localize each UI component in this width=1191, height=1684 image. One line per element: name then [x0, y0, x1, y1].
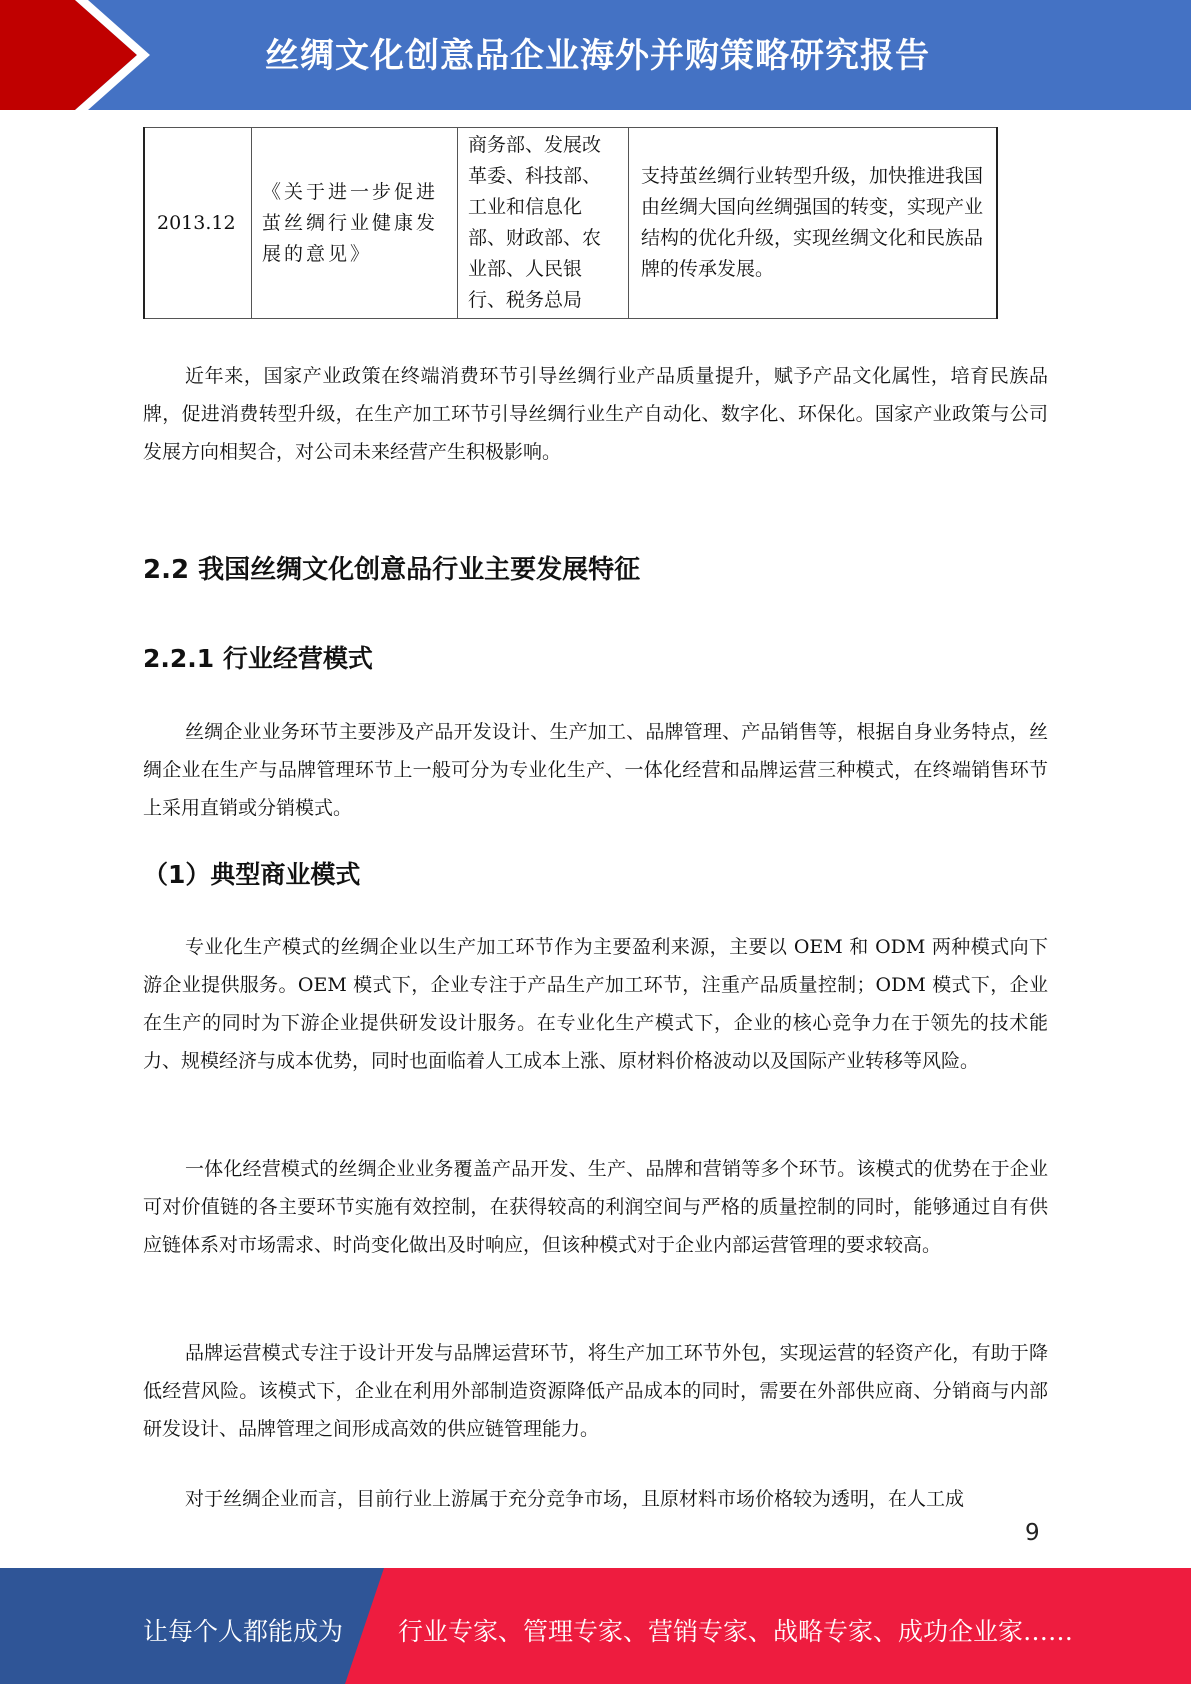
table-cell-content: 支持茧丝绸行业转型升级，加快推进我国由丝绸大国向丝绸强国的转变，实现产业结构的优化升级，实现丝绸文化和民族品牌的传承发展。: [629, 128, 998, 319]
table-cell-title: 《关于进一步促进 茧丝绸行业健康发 展的意见》: [252, 128, 458, 319]
page-number: 9: [1025, 1520, 1040, 1546]
subsection-heading-typical-model: （1）典型商业模式: [143, 860, 361, 889]
footer-banner: [0, 1568, 1191, 1684]
paragraph-oem-odm: 专业化生产模式的丝绸企业以生产加工环节作为主要盈利来源，主要以 OEM 和 ODM 两种模式向下游企业提供服务。OEM 模式下，企业专注于产品生产加工环节，注重产品质量控制；ODM 模式下，企业在生产的同时为下游企业提供研发设计服务。在专业化生产模式下，企业的核心竞争力在于领先的技术能力、规模经济与成本优势，同时也面临着人工成本上涨、原材料价格波动以及国际产业转移等风险。: [143, 936, 1048, 1072]
table-cell-date: 2013.12: [144, 128, 252, 319]
footer-slogan-left: 让每个人都能成为: [143, 1617, 344, 1646]
table-row: [144, 128, 997, 319]
paragraph-brand-operation: 品牌运营模式专注于设计开发与品牌运营环节，将生产加工环节外包，实现运营的轻资产化，有助于降低经营风险。该模式下，企业在利用外部制造资源降低产品成本的同时，需要在外部供应商、分销商与内部研发设计、品牌管理之间形成高效的供应链管理能力。: [143, 1342, 1048, 1440]
policy-table: [143, 127, 998, 319]
paragraph-policy: 近年来，国家产业政策在终端消费环节引导丝绸行业产品质量提升，赋予产品文化属性，培育民族品牌，促进消费转型升级，在生产加工环节引导丝绸行业生产自动化、数字化、环保化。国家产业政策与公司发展方向相契合，对公司未来经营产生积极影响。: [143, 365, 1048, 463]
paragraph-last: 对于丝绸企业而言，目前行业上游属于充分竞争市场，且原材料市场价格较为透明，在人工成: [185, 1488, 965, 1510]
table-cell-departments: 商务部、发展改革委、科技部、工业和信息化部、财政部、农业部、人民银行、税务总局: [458, 128, 629, 319]
header-banner: [0, 0, 1191, 110]
section-heading-2-2: 2.2 我国丝绸文化创意品行业主要发展特征: [143, 555, 641, 585]
section-heading-2-2-1: 2.2.1 行业经营模式: [143, 644, 373, 673]
header-arrow-icon: [0, 0, 160, 110]
footer-slogan-right: 行业专家、管理专家、营销专家、战略专家、成功企业家……: [398, 1617, 1074, 1646]
paragraph-integrated: 一体化经营模式的丝绸企业业务覆盖产品开发、生产、品牌和营销等多个环节。该模式的优势在于企业可对价值链的各主要环节实施有效控制，在获得较高的利润空间与严格的质量控制的同时，能够通过自有供应链体系对市场需求、时尚变化做出及时响应，但该种模式对于企业内部运营管理的要求较高。: [143, 1158, 1048, 1256]
report-title: 丝绸文化创意品企业海外并购策略研究报告: [265, 36, 930, 76]
paragraph-business-mode: 丝绸企业业务环节主要涉及产品开发设计、生产加工、品牌管理、产品销售等，根据自身业务特点，丝绸企业在生产与品牌管理环节上一般可分为专业化生产、一体化经营和品牌运营三种模式，在终端销售环节上采用直销或分销模式。: [143, 721, 1048, 819]
